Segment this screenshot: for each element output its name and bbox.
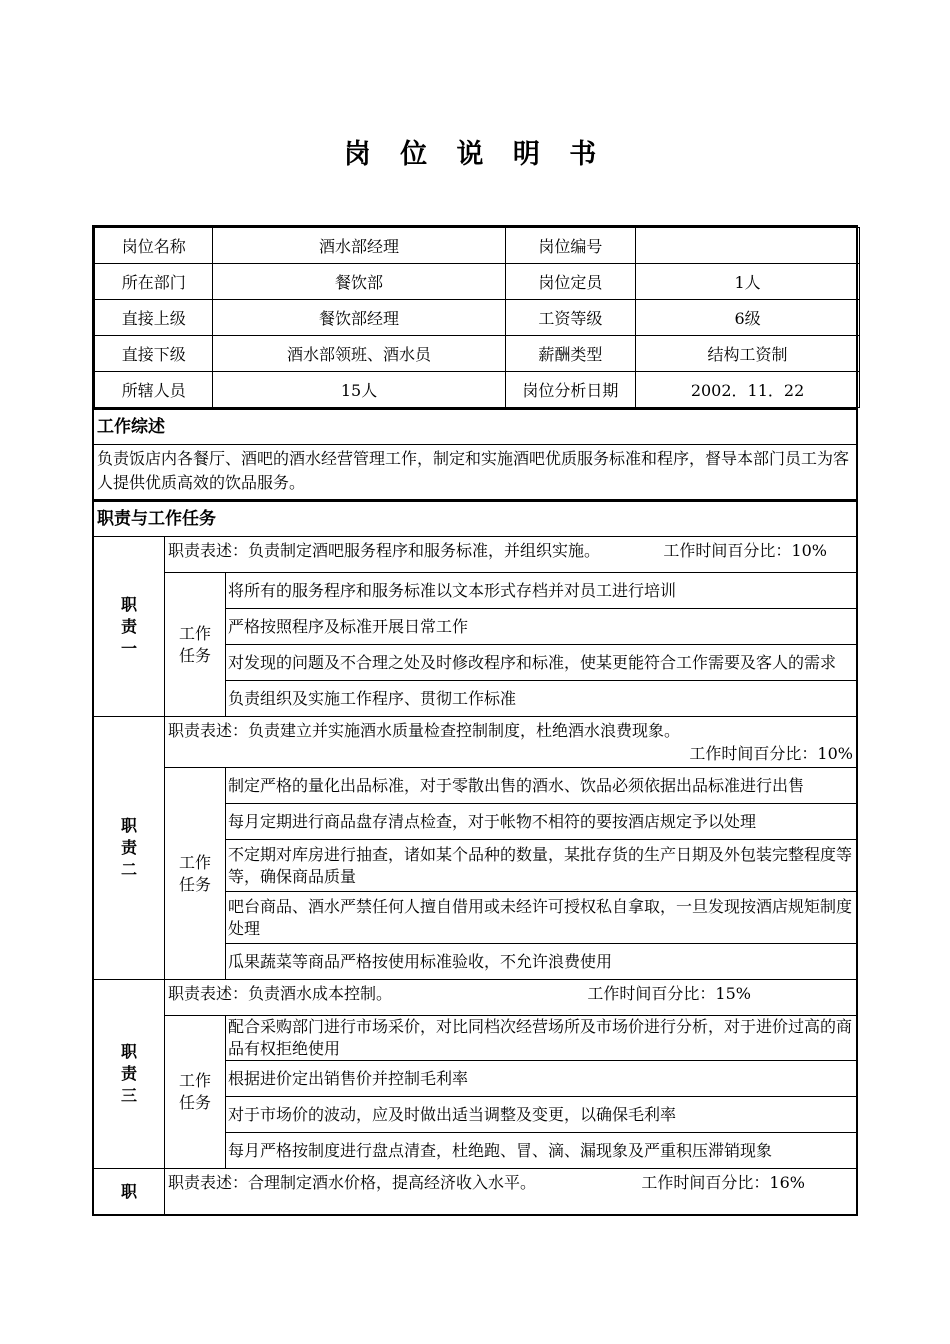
info-label: 岗位定员	[505, 264, 636, 300]
info-value: 餐饮部	[213, 264, 505, 300]
info-label: 岗位分析日期	[505, 372, 636, 408]
duties-section	[92, 501, 858, 1216]
info-label: 岗位编号	[505, 228, 636, 264]
info-value: 酒水部领班、酒水员	[213, 336, 505, 372]
summary-heading: 工作综述	[94, 410, 856, 445]
duty-block	[94, 979, 856, 1168]
duty-block	[94, 1168, 856, 1214]
duties-list	[94, 536, 856, 1214]
task-item: 将所有的服务程序和服务标准以文本形式存档并对员工进行培训	[226, 573, 856, 609]
duty-label: 职	[94, 1169, 165, 1214]
task-item: 制定严格的量化出品标准，对于零散出售的酒水、饮品必须依据出品标准进行出售	[226, 768, 856, 804]
info-value: 1人	[636, 264, 860, 300]
task-item: 每月严格按制度进行盘点清查，杜绝跑、冒、滴、漏现象及严重积压滞销现象	[228, 1140, 773, 1160]
info-value: 6级	[636, 300, 860, 336]
duty-statement-row	[165, 717, 856, 768]
info-value: 15人	[213, 372, 505, 408]
duty-statement-row	[165, 1169, 856, 1214]
duty-statement-row	[165, 980, 856, 1016]
duty-body	[165, 1169, 856, 1214]
task-item: 瓜果蔬菜等商品严格按使用标准验收，不允许浪费使用	[228, 951, 613, 971]
task-item: 负责组织及实施工作程序、贯彻工作标准	[228, 688, 517, 708]
summary-section	[92, 410, 858, 501]
summary-text: 负责饭店内各餐厅、酒吧的酒水经营管理工作，制定和实施酒吧优质服务标准和程序，督导本部门员工为客人提供优质高效的饮品服务。	[97, 449, 850, 492]
info-label: 直接上级	[95, 300, 213, 336]
duty-label: 职 责 一	[94, 537, 165, 716]
duty-label: 职 责 三	[94, 980, 165, 1168]
duty-label: 职 责 二	[94, 717, 165, 979]
task-item: 对发现的问题及不合理之处及时修改程序和标准，使某更能符合工作需要及客人的需求	[226, 645, 856, 681]
info-value: 餐饮部经理	[213, 300, 505, 336]
info-value: 2002．11．22	[636, 372, 860, 408]
info-label: 薪酬类型	[505, 336, 636, 372]
task-list	[226, 573, 856, 716]
duty-time-percent: 工作时间百分比：10%	[689, 744, 853, 763]
duty-block	[94, 536, 856, 716]
task-item: 每月定期进行商品盘存清点检查，对于帐物不相符的要按酒店规定予以处理	[226, 804, 856, 840]
task-item: 不定期对库房进行抽查，诸如某个品种的数量，某批存货的生产日期及外包装完整程度等等，确保商品质量	[226, 840, 856, 892]
duty-statement: 职责表述：负责建立并实施酒水质量检查控制制度，杜绝酒水浪费现象。	[168, 721, 681, 740]
task-list	[226, 768, 856, 979]
job-description-sheet	[92, 225, 858, 1216]
duty-statement: 职责表述：负责制定酒吧服务程序和服务标准，并组织实施。	[168, 541, 601, 560]
duty-time-percent: 工作时间百分比：16%	[641, 1173, 805, 1192]
info-value: 酒水部经理	[213, 228, 505, 264]
task-item: 对于市场价的波动，应及时做出适当调整及变更，以确保毛利率	[226, 1097, 856, 1133]
duty-time-percent: 工作时间百分比：10%	[663, 541, 827, 560]
duty-tasks	[165, 1016, 856, 1168]
info-row	[95, 228, 860, 264]
duty-tasks	[165, 573, 856, 716]
info-box	[92, 225, 858, 410]
info-row	[95, 336, 860, 372]
task-item: 根据进价定出销售价并控制毛利率	[226, 1061, 856, 1097]
task-item: 吧台商品、酒水严禁任何人擅自借用或未经许可授权私自拿取，一旦发现按酒店规矩制度处理	[226, 892, 856, 944]
info-label: 工资等级	[505, 300, 636, 336]
duty-statement: 职责表述：负责酒水成本控制。	[168, 984, 393, 1003]
task-label: 工作 任务	[165, 768, 226, 979]
duty-statement-row	[165, 537, 856, 573]
info-value	[636, 228, 860, 264]
task-label: 工作 任务	[165, 573, 226, 716]
info-row	[95, 300, 860, 336]
info-label: 所辖人员	[95, 372, 213, 408]
info-table	[94, 227, 860, 408]
info-value: 结构工资制	[636, 336, 860, 372]
duty-block	[94, 716, 856, 979]
task-item: 严格按照程序及标准开展日常工作	[226, 609, 856, 645]
duty-body	[165, 537, 856, 716]
info-label: 所在部门	[95, 264, 213, 300]
duties-heading: 职责与工作任务	[97, 509, 216, 529]
duty-time-percent: 工作时间百分比：15%	[587, 984, 751, 1003]
info-label: 直接下级	[95, 336, 213, 372]
info-row	[95, 372, 860, 408]
page-title: 岗 位 说 明 书	[343, 139, 607, 170]
task-item: 配合采购部门进行市场采价，对比同档次经营场所及市场价进行分析，对于进价过高的商品有权拒绝使用	[226, 1016, 856, 1061]
duty-statement: 职责表述：合理制定酒水价格，提高经济收入水平。	[168, 1173, 537, 1192]
duty-tasks	[165, 768, 856, 979]
task-label: 工作 任务	[165, 1016, 226, 1168]
info-row	[95, 264, 860, 300]
task-list	[226, 1016, 856, 1168]
duty-body	[165, 717, 856, 979]
info-label: 岗位名称	[95, 228, 213, 264]
duty-body	[165, 980, 856, 1168]
